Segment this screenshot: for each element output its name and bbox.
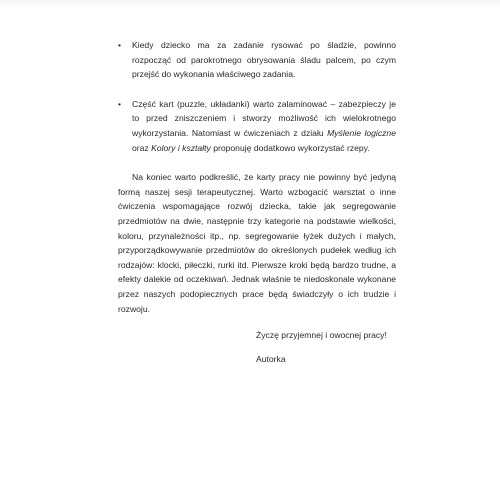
closing-wish: Życzę przyjemnej i owocnej pracy!	[256, 330, 387, 340]
bullet-text: Kiedy dziecko ma za zadanie rysować po śladzie, powinno rozpocząć od parokrotnego obrysowania śladu palcem, po czym przejść do wykonania właściwego zadania.	[132, 40, 396, 80]
list-item	[118, 97, 396, 155]
bullet-text-part: Część kart (puzzle, układanki) warto zalaminować – zabezpieczy je to przed zniszczeniem i stworzy możliwość ich wielokrotnego wykorzystania. Natomiast w ćwiczeniach z działu	[132, 98, 396, 138]
author-signature: Autorka	[256, 354, 286, 364]
bullet-marker: •	[118, 98, 122, 109]
bullet-text-part: oraz	[132, 142, 152, 153]
body-text	[118, 38, 396, 325]
bullet-marker: •	[118, 40, 122, 50]
bullet-text-part: proponuję dodatkowo wykorzystać rzepy.	[210, 142, 370, 153]
list-item	[118, 38, 396, 82]
section-name-italic: Myślenie logiczne	[327, 127, 396, 138]
section-name-italic: Kolory i kształty	[151, 142, 211, 153]
closing-paragraph: Na koniec warto podkreślić, że karty pracy nie powinny być jedyną formą naszej sesji terapeutycznej. Warto wzbogacić warsztat o inne ćwiczenia wspomagające rozwój dziecka, takie jak segregowanie przedmiotów na dwie, następnie trzy kategorie na podstawie wielkości, koloru, przynależności itp., np. segregowanie łyżek dużych i małych, przyporządkowywanie przedmiotów do określonych pudełek według ich rodzajów: klocki, piłeczki, rurki itd. Pierwsze kroki będą bardzo trudne, a efekty dalekie od oczekiwań. Jednak właśnie te niedoskonale wykonane przez naszych podopiecznych prace będą świadczyły o ich trudzie i rozwoju.	[118, 172, 396, 314]
page-top-edge	[0, 0, 500, 8]
